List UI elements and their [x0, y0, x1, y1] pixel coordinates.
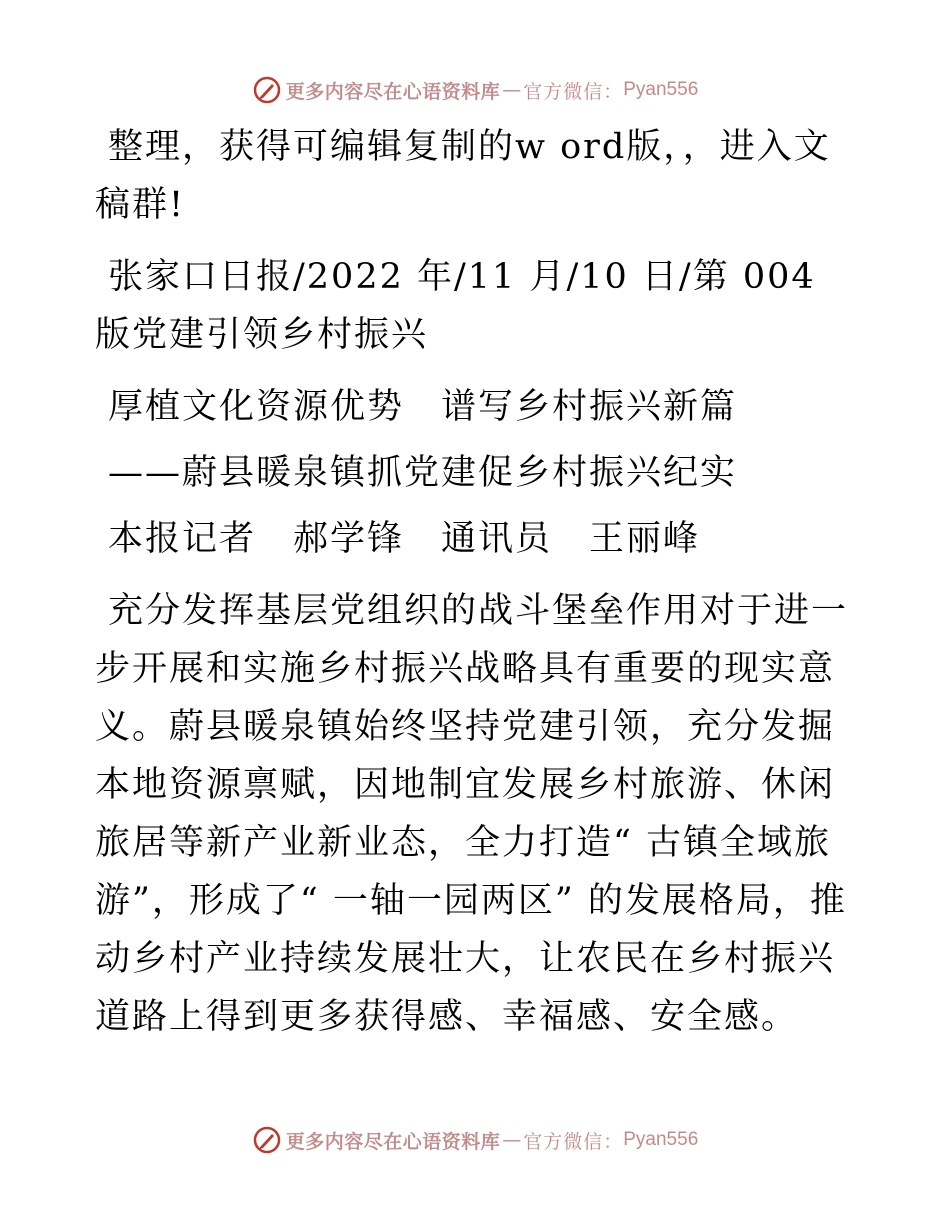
header-watermark — [0, 70, 950, 110]
watermark-dash: — — [502, 1129, 522, 1151]
watermark-text: 更多内容尽在心语资料库 — [285, 80, 501, 103]
pen-circle-icon — [252, 75, 282, 105]
watermark-dash: — — [502, 79, 522, 101]
document-body — [95, 118, 855, 1060]
intro-paragraph: 整理，获得可编辑复制的w ord版，，进入文稿群! — [95, 127, 831, 225]
footer-watermark — [0, 1120, 950, 1160]
watermark-label: 官方微信： — [523, 1130, 624, 1153]
source-line: 张家口日报/2022 年/11 月/10 日/第 004 版党建引领乡村振兴 — [95, 257, 816, 355]
article-subtitle: ——蔚县暖泉镇抓党建促乡村振兴纪实 — [108, 453, 738, 493]
watermark-wechat-id: Pyan556 — [623, 1129, 699, 1150]
watermark-wechat-id: Pyan556 — [623, 79, 699, 100]
article-title: 厚植文化资源优势 谱写乡村振兴新篇 — [108, 387, 738, 427]
watermark-text: 更多内容尽在心语资料库 — [285, 1130, 501, 1153]
watermark-label: 官方微信： — [523, 80, 624, 103]
pen-circle-icon — [252, 1125, 282, 1155]
byline: 本报记者 郝学锋 通讯员 王丽峰 — [108, 519, 701, 559]
body-paragraph: 充分发挥基层党组织的战斗堡垒作用对于进一步开展和实施乡村振兴战略具有重要的现实意义。蔚县暖泉镇始终坚持党建引领，充分发掘本地资源禀赋，因地制宜发展乡村旅游、休闲旅居等新产业新业态，全力打造“ 古镇全域旅游”，形成了“ 一轴一园两区” 的发展格局，推动乡村产业持续发展壮大，让农民在乡村振兴道路上得到更多获得感、幸福感、安全感。 — [95, 591, 849, 1037]
